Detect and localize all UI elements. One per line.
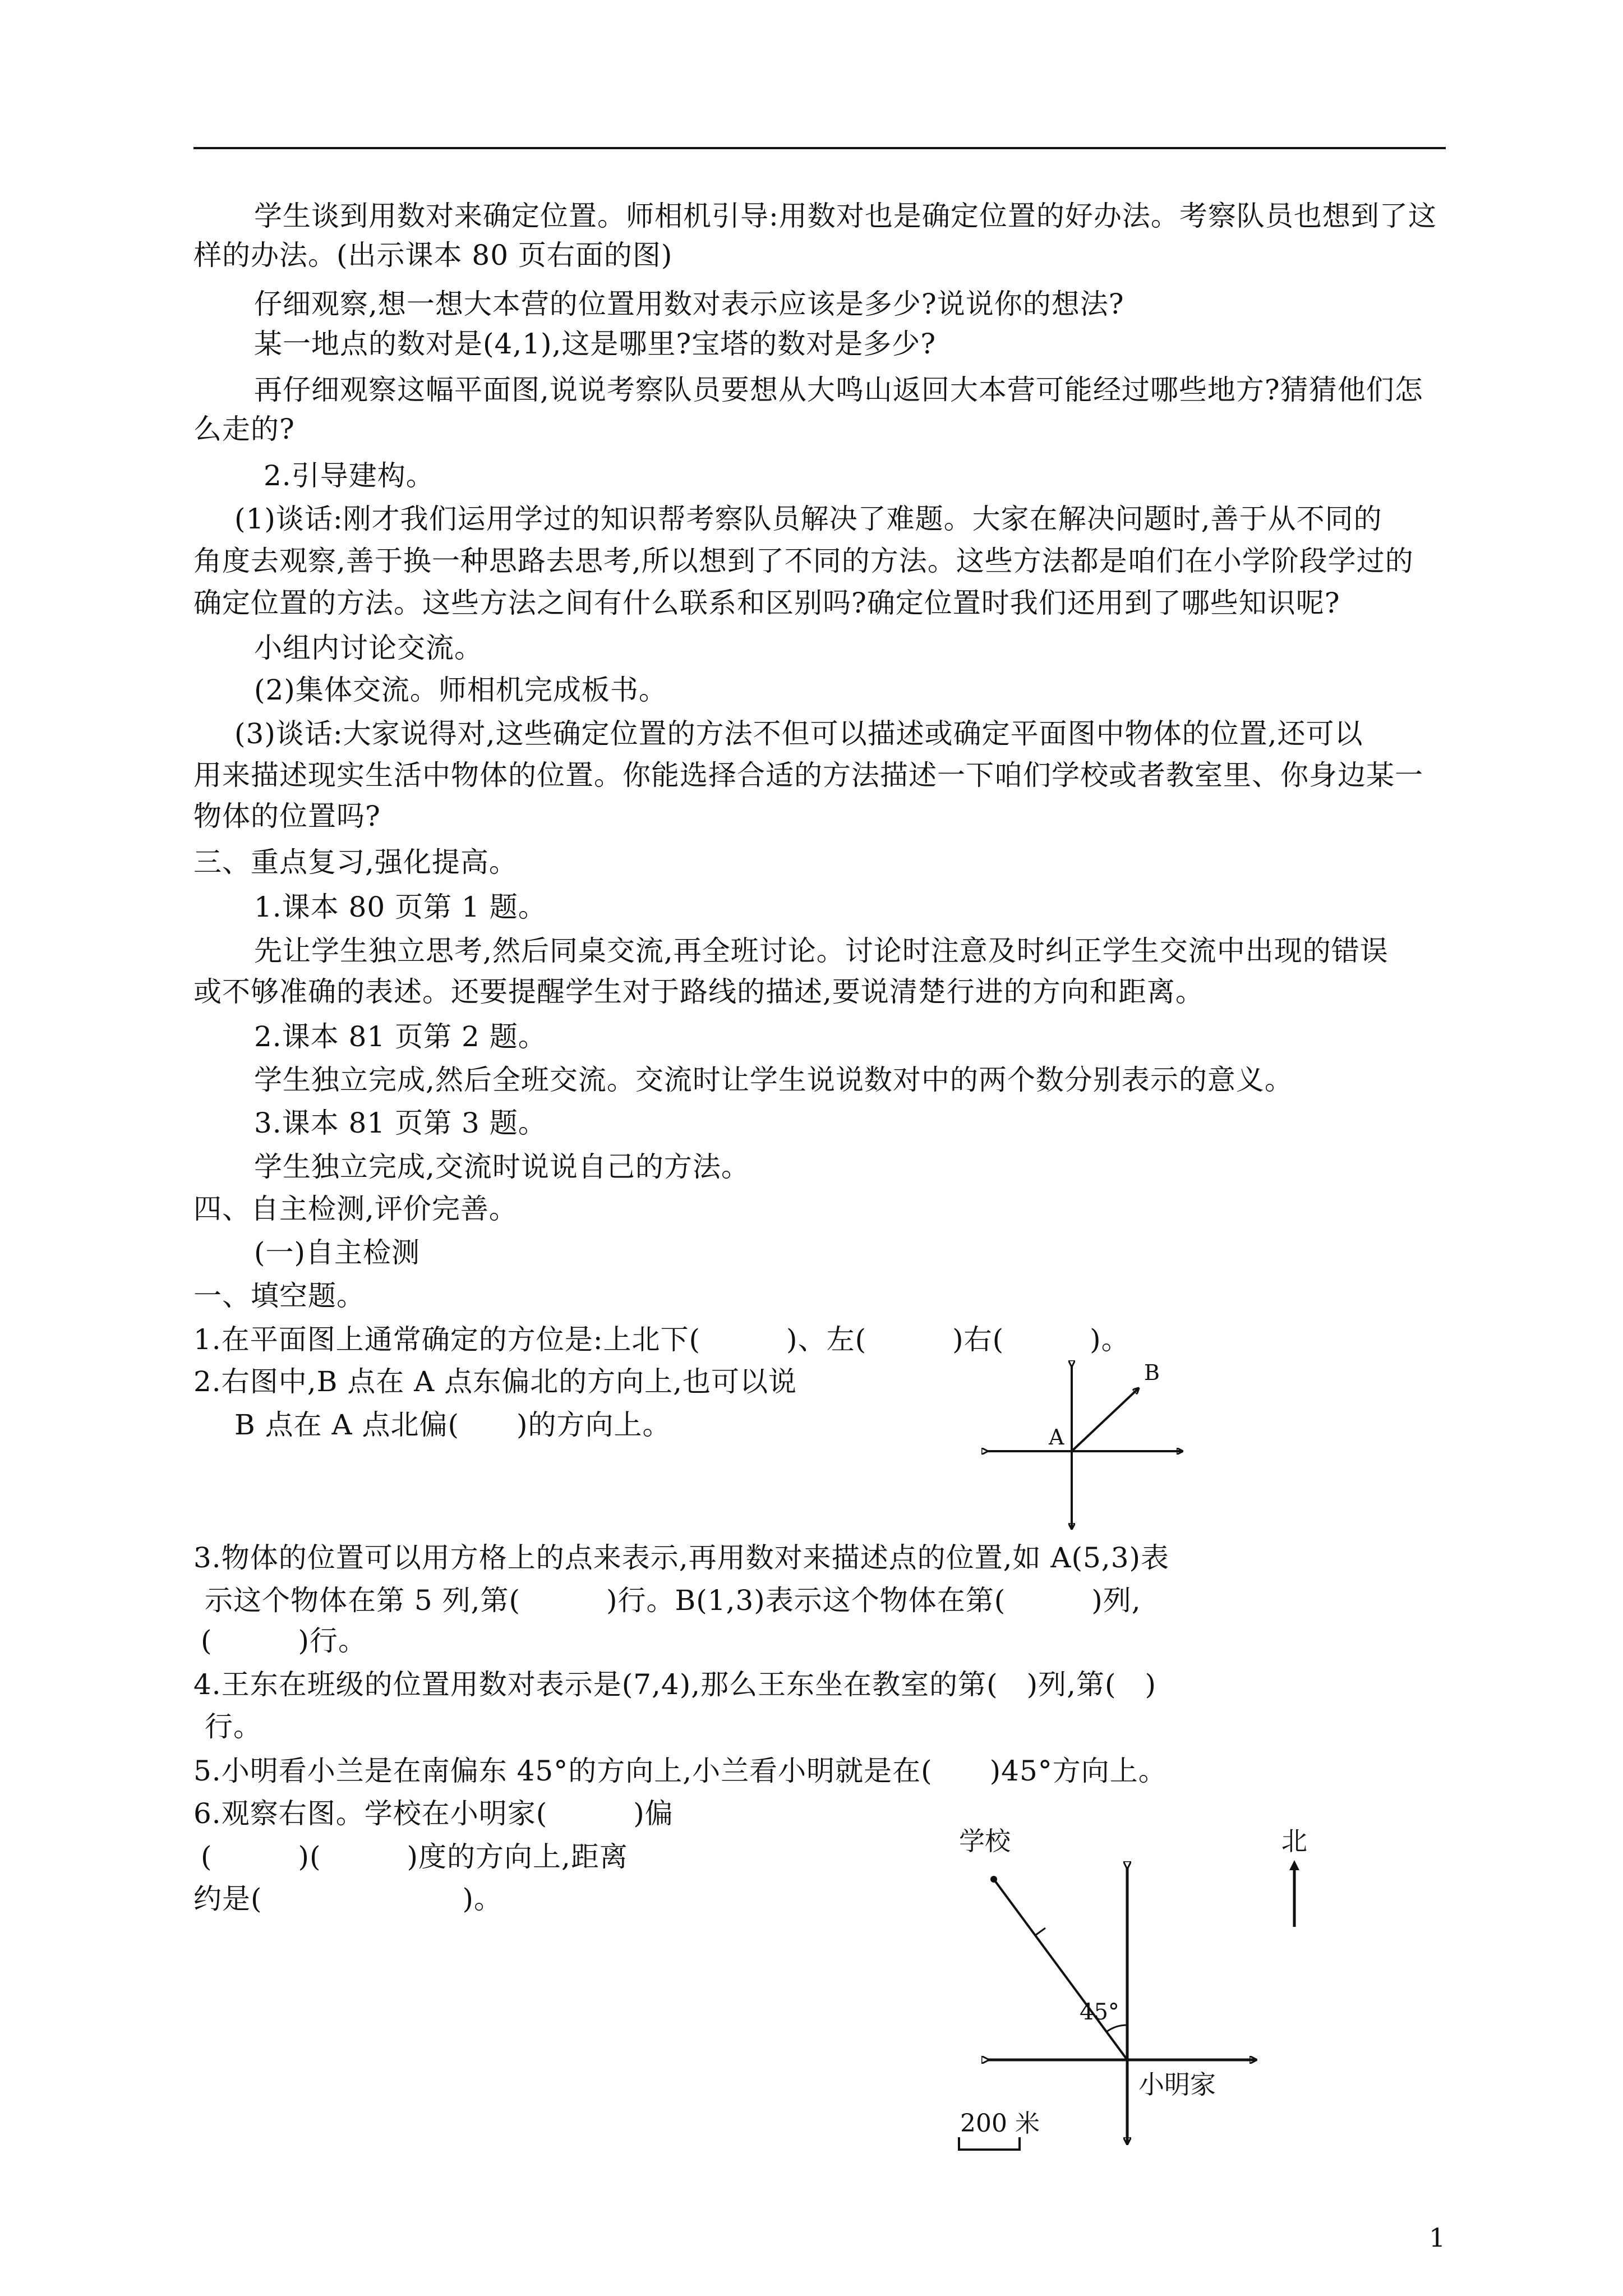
- paragraph-line: 学生谈到用数对来确定位置。师相机引导:用数对也是确定位置的好办法。考察队员也想到了这: [254, 200, 1437, 232]
- subheading: 2.课本 81 页第 2 题。: [254, 1020, 547, 1053]
- question-line: 5.小明看小兰是在南偏东 45°的方向上,小兰看小明就是在( )45°方向上。: [193, 1755, 1167, 1787]
- paragraph-line: 么走的?: [193, 413, 295, 445]
- section-heading: 四、自主检测,评价完善。: [193, 1193, 518, 1225]
- point-a-label: A: [1049, 1425, 1064, 1450]
- section-heading: 一、填空题。: [193, 1280, 365, 1312]
- paragraph-line: 学生独立完成,然后全班交流。交流时让学生说说数对中的两个数分别表示的意义。: [254, 1064, 1293, 1096]
- point-b-label: B: [1144, 1360, 1160, 1385]
- paragraph-line: 确定位置的方法。这些方法之间有什么联系和区别吗?确定位置时我们还用到了哪些知识呢?: [193, 587, 1340, 619]
- question-line: 6.观察右图。学校在小明家( )偏: [193, 1797, 674, 1830]
- subheading: 2.引导建构。: [264, 459, 435, 492]
- paragraph-line: 或不够准确的表述。还要提醒学生对于路线的描述,要说清楚行进的方向和距离。: [193, 976, 1204, 1008]
- page-number: 1: [1429, 2223, 1446, 2253]
- question-line: ( )( )度的方向上,距离: [201, 1841, 628, 1873]
- paragraph-line: 某一地点的数对是(4,1),这是哪里?宝塔的数对是多少?: [254, 328, 937, 360]
- paragraph-line: 仔细观察,想一想大本营的位置用数对表示应该是多少?说说你的想法?: [254, 288, 1124, 320]
- paragraph-line: 用来描述现实生活中物体的位置。你能选择合适的方法描述一下咱们学校或者教室里、你身边某一: [193, 759, 1423, 792]
- angle-label: 45°: [1080, 1999, 1119, 2025]
- paragraph-line: 学生独立完成,交流时说说自己的方法。: [254, 1151, 750, 1183]
- paragraph-line: 再仔细观察这幅平面图,说说考察队员要想从大鸣山返回大本营可能经过哪些地方?猜猜他们怎: [254, 374, 1423, 406]
- question-line: 1.在平面图上通常确定的方位是:上北下( )、左( )右( )。: [193, 1323, 1130, 1356]
- paragraph-line: (1)谈话:刚才我们运用学过的知识帮考察队员解决了难题。大家在解决问题时,善于从不同的: [234, 503, 1382, 535]
- paragraph-line: 角度去观察,善于换一种思路去思考,所以想到了不同的方法。这些方法都是咱们在小学阶段学过的: [193, 545, 1414, 577]
- paragraph-line: 物体的位置吗?: [193, 800, 381, 832]
- question-line: 行。: [205, 1710, 262, 1743]
- question-line: ( )行。: [201, 1625, 367, 1657]
- subheading: 3.课本 81 页第 3 题。: [254, 1107, 547, 1139]
- subheading: (一)自主检测: [254, 1236, 421, 1269]
- paragraph-line: (2)集体交流。师相机完成板书。: [254, 674, 667, 706]
- paragraph-line: (3)谈话:大家说得对,这些确定位置的方法不但可以描述或确定平面图中物体的位置,还可以: [234, 717, 1363, 750]
- paragraph-line: 先让学生独立思考,然后同桌交流,再全班讨论。讨论时注意及时纠正学生交流中出现的错误: [254, 935, 1389, 967]
- question-line: 示这个物体在第 5 列,第( )行。B(1,3)表示这个物体在第( )列,: [205, 1584, 1141, 1617]
- question-line: 4.王东在班级的位置用数对表示是(7,4),那么王东坐在教室的第( )列,第( ): [193, 1668, 1157, 1701]
- scale-label: 200 米: [960, 2109, 1040, 2138]
- subheading: 1.课本 80 页第 1 题。: [254, 891, 547, 923]
- paragraph-line: 小组内讨论交流。: [254, 632, 483, 664]
- direction-figure-1: [976, 1355, 1200, 1540]
- question-line: 3.物体的位置可以用方格上的点来表示,再用数对来描述点的位置,如 A(5,3)表: [193, 1542, 1170, 1574]
- question-line: 2.右图中,B 点在 A 点东偏北的方向上,也可以说: [193, 1365, 797, 1398]
- school-label: 学校: [959, 1826, 1011, 1856]
- scale-bar: [959, 2137, 1020, 2150]
- paragraph-line: 样的办法。(出示课本 80 页右面的图): [193, 239, 673, 272]
- section-heading: 三、重点复习,强化提高。: [193, 846, 518, 878]
- question-line: 约是( )。: [193, 1883, 503, 1915]
- header-rule: [193, 147, 1446, 149]
- north-label: 北: [1281, 1826, 1307, 1856]
- direction-figure-2: [931, 1812, 1335, 2160]
- home-label: 小明家: [1138, 2069, 1216, 2100]
- question-line: B 点在 A 点北偏( )的方向上。: [234, 1409, 671, 1441]
